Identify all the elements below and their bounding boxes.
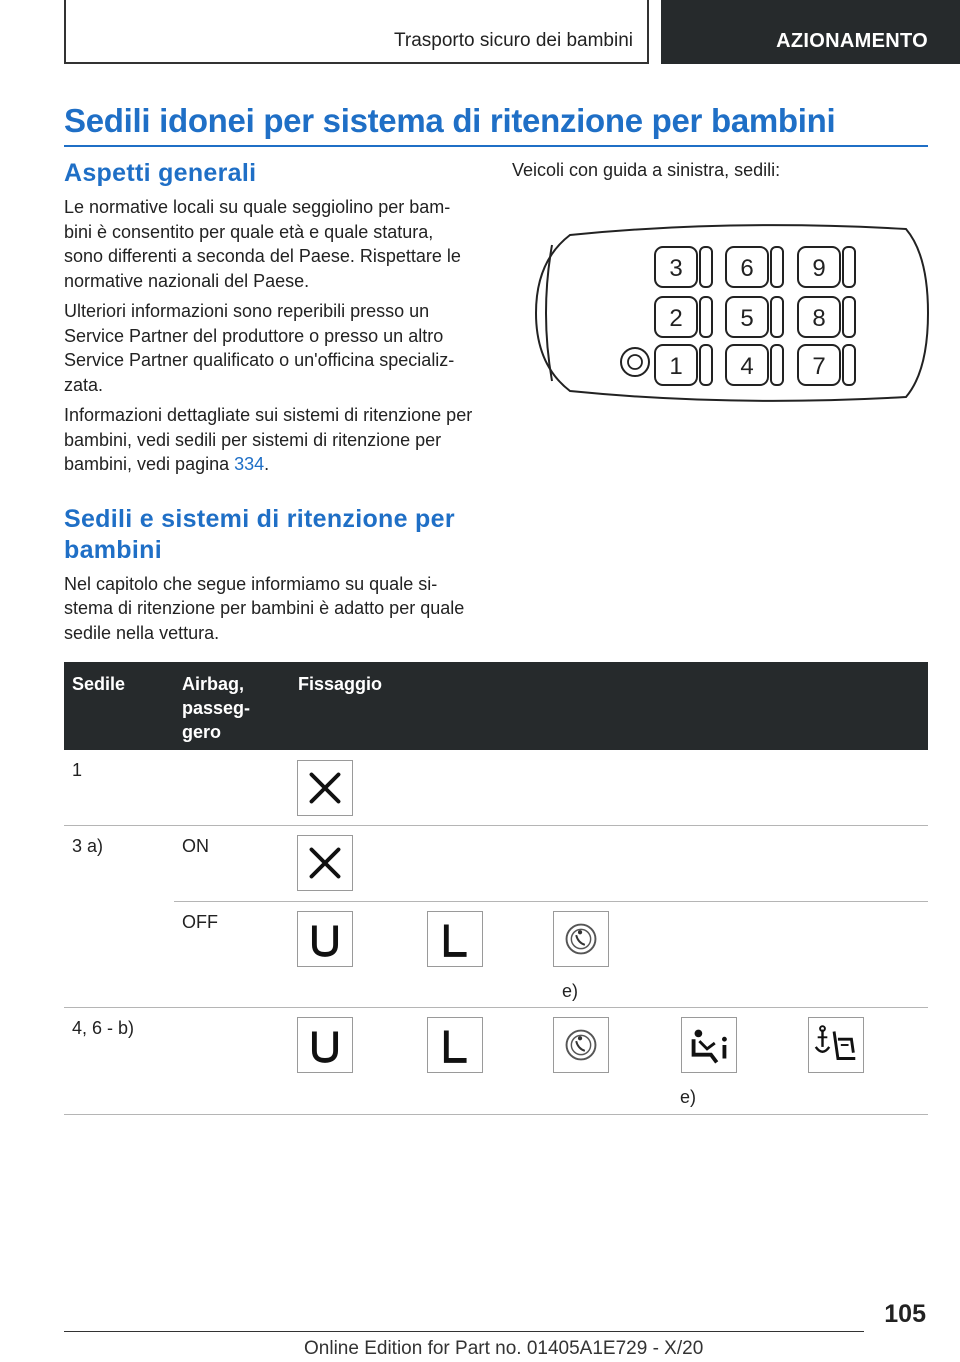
header-chapter-box [661,0,960,64]
table-row-seat-4-6 [64,1008,928,1115]
table-row-seat-1 [64,750,928,826]
seat-7 [798,345,855,385]
seat-number: 6 [740,255,754,282]
seat-number: 8 [812,305,826,332]
universal-u-icon [297,911,353,967]
seat-number: 1 [669,353,683,380]
seat-number: 9 [812,255,826,282]
heading-general: Aspetti generali [64,159,257,187]
general-paragraph-3-end: . [264,454,270,474]
header-seat: Sedile [72,674,126,694]
child-seat-isize-icon [553,911,609,967]
airbag-off-subrow [174,901,928,1008]
cell-airbag-off: OFF [182,912,218,932]
seat-6 [726,247,783,287]
seat-2 [655,297,712,337]
figure-caption: Veicoli con guida a sinistra, sedili: [512,160,781,180]
seat-number: 3 [669,255,683,282]
seat-4 [726,345,783,385]
airbag-on-subrow [174,826,928,901]
seat-layout-diagram [530,215,934,411]
footnote-e: e) [680,1087,697,1107]
heading-seats: Sedili e sistemi di ritenzione per bambini [64,504,455,564]
general-paragraph-3 [64,403,476,477]
header-section-title: Trasporto sicuro dei bambini [393,30,633,51]
header-airbag: Airbag, passeg-gero [182,674,251,742]
seat-9 [798,247,855,287]
general-paragraph-1: Le normative locali su quale seggiolino per bam-bini è consentito per quale età e quale statura, sono differenti a seconda del Paese. Rispettare le normative nazionali del Paese. [64,197,461,291]
header-section-box [64,0,649,64]
header-fixing: Fissaggio [298,674,383,694]
footer-edition: Online Edition for Part no. 01405A1E729 - X/20 [304,1338,704,1359]
page-link[interactable]: 334 [234,454,265,474]
not-allowed-icon [297,760,353,816]
universal-u-icon [297,1017,353,1073]
not-allowed-icon [297,835,353,891]
general-paragraph-3-text: Informazioni dettagliate sui sistemi di ritenzione per bambini, vedi sedili per sistemi di ritenzione per bambini, vedi pagina [64,405,473,474]
seat-number: 5 [740,305,754,332]
page-number: 105 [884,1300,926,1328]
seat-suitability-table [64,662,928,1115]
seat-number: 7 [812,353,826,380]
seats-paragraph: Nel capitolo che segue informiamo su quale si-stema di ritenzione per bambini è adatto per quale sedile nella vettura. [64,573,465,643]
table-row-seat-3 [64,826,928,1008]
page-title: Sedili idonei per sistema di ritenzione per bambini [64,102,836,139]
footer-divider [64,1331,864,1332]
footnote-e: e) [562,981,579,1001]
header-chapter-title: AZIONAMENTO [776,30,928,52]
cell-seat: 3 a) [72,836,104,856]
seat-number: 2 [669,305,683,332]
semi-universal-l-icon [427,1017,483,1073]
table-header [64,662,928,750]
semi-universal-l-icon [427,911,483,967]
cell-seat: 1 [72,760,83,780]
seat-3 [655,247,712,287]
seat-8 [798,297,855,337]
left-column [64,158,476,645]
seat-number: 4 [740,353,754,380]
general-paragraph-2: Ulteriori informazioni sono reperibili presso un Service Partner del produttore o presso un altro Service Partner qualificato o un'officina specializ-zata. [64,301,455,395]
cell-seat: 4, 6 - b) [72,1018,135,1038]
top-tether-seat-icon [808,1017,864,1073]
cell-airbag-on: ON [182,836,209,856]
isofix-seat-icon [681,1017,737,1073]
steering-wheel-icon [621,348,649,376]
child-seat-isize-icon [553,1017,609,1073]
seat-5 [726,297,783,337]
title-divider [64,145,928,147]
seat-1 [655,345,712,385]
